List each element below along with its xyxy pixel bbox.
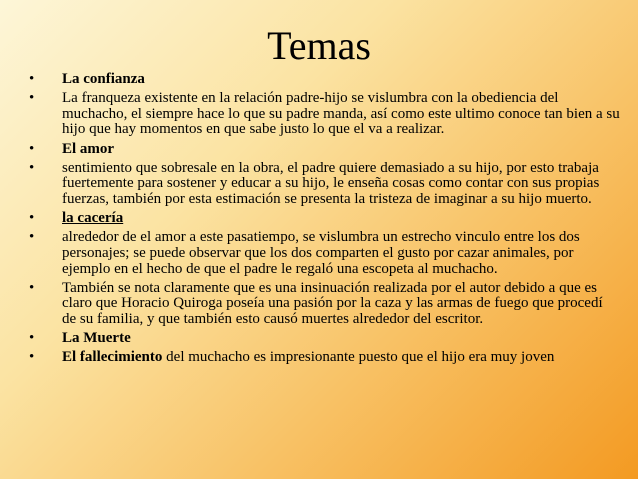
list-item — [0, 142, 620, 158]
list-item — [0, 230, 620, 277]
topic-heading: El amor — [62, 140, 115, 157]
list-item — [0, 91, 620, 138]
topic-heading: El fallecimiento — [62, 349, 163, 366]
topic-heading: La Muerte — [62, 330, 131, 347]
bullet-icon: • — [29, 330, 35, 347]
bullet-icon: • — [29, 279, 35, 296]
bullet-icon: • — [29, 349, 35, 366]
slide-title: Temas — [267, 23, 371, 68]
topic-heading: La confianza — [62, 71, 145, 87]
item-text: La franqueza existente en la relación padre-hijo se vislumbra con la obediencia del muchacho, el siempre hace lo que su padre manda, así como este ultimo conoce tan bien a su hijo que hay momentos en que sabe justo lo que el va a realizar. — [62, 90, 620, 138]
list-item — [0, 331, 620, 347]
list-item — [0, 161, 620, 208]
list-item — [0, 350, 620, 366]
list-item — [0, 211, 620, 227]
item-text: del muchacho es impresionante puesto que el hijo era muy joven — [162, 349, 555, 366]
item-text: También se nota claramente que es una insinuación realizada por el autor debido a que es claro que Horacio Quiroga poseía una pasión por la caza y las armas de fuego que procedí de su familia, y que también esto causó muertes alrededor del escritor. — [62, 279, 603, 327]
bullet-icon: • — [29, 140, 35, 157]
bullet-list — [0, 72, 620, 369]
bullet-icon: • — [29, 90, 35, 107]
list-item — [0, 281, 620, 328]
bullet-icon: • — [29, 71, 35, 87]
bullet-icon: • — [29, 210, 35, 227]
bullet-icon: • — [29, 159, 35, 176]
item-text: alrededor de el amor a este pasatiempo, se vislumbra un estrecho vinculo entre los dos personajes; se puede observar que los dos comparten el gusto por cazar animales, por ejemplo en el hecho de que el padre le regaló una escopeta al muchacho. — [62, 229, 580, 277]
item-text: sentimiento que sobresale en la obra, el padre quiere demasiado a su hijo, por esto trabaja fuertemente para sostener y educar a su hijo, le enseña cosas como contar con sus propias fuerzas, también por esta estimación se presenta la tristeza de imaginar a su hijo muerto. — [62, 159, 600, 207]
list-item — [0, 72, 620, 88]
bullet-icon: • — [29, 229, 35, 246]
topic-heading: la cacería — [62, 210, 124, 227]
